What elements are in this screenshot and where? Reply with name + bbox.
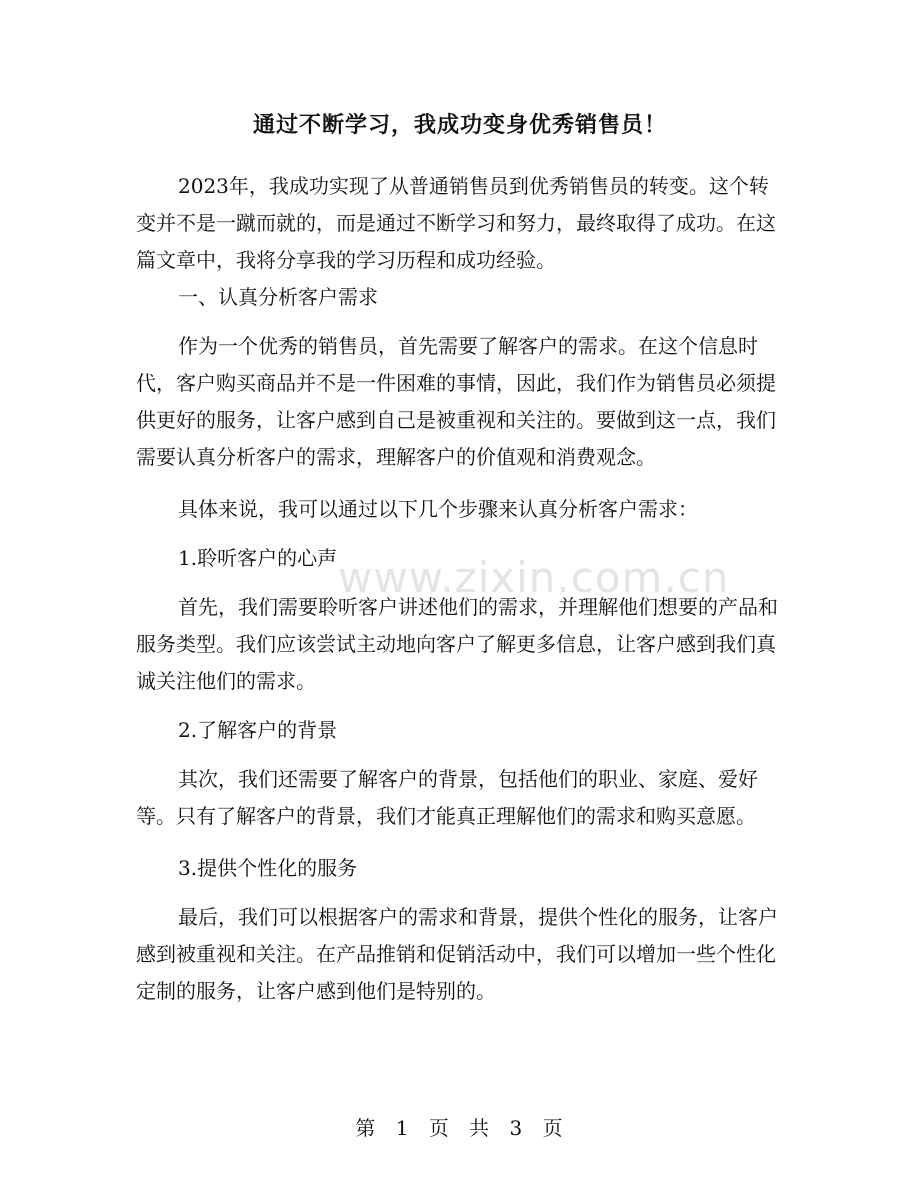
page-footer: 第 1 页 共 3 页	[355, 1116, 565, 1140]
paragraph-step-1: 首先，我们需要聆听客户讲述他们的需求，并理解他们想要的产品和服务类型。我们应该尝试主动地向客户了解更多信息，让客户感到我们真诚关注他们的需求。	[136, 595, 778, 693]
paragraph-step-3: 最后，我们可以根据客户的需求和背景，提供个性化的服务，让客户感到被重视和关注。在产品推销和促销活动中，我们可以增加一些个性化定制的服务，让客户感到他们是特别的。	[136, 905, 778, 1003]
step-heading-3: 3.提供个性化的服务	[178, 856, 358, 880]
document-title: 通过不断学习，我成功变身优秀销售员！	[252, 113, 667, 138]
paragraph-step-2: 其次，我们还需要了解客户的背景，包括他们的职业、家庭、爱好等。只有了解客户的背景，我们才能真正理解他们的需求和购买意愿。	[136, 767, 758, 828]
paragraph-section-1: 作为一个优秀的销售员，首先需要了解客户的需求。在这个信息时代，客户购买商品并不是一件困难的事情，因此，我们作为销售员必须提供更好的服务，让客户感到自己是被重视和关注的。要做到这一点，我们需要认真分析客户的需求，理解客户的价值观和消费观念。	[136, 334, 776, 469]
paragraph-intro: 2023年，我成功实现了从普通销售员到优秀销售员的转变。这个转变并不是一蹴而就的，而是通过不断学习和努力，最终取得了成功。在这篇文章中，我将分享我的学习历程和成功经验。	[136, 174, 776, 272]
step-heading-1: 1.聆听客户的心声	[178, 546, 338, 570]
section-heading-1: 一、认真分析客户需求	[178, 285, 378, 309]
document-body	[136, 168, 786, 1010]
paragraph-steps-intro: 具体来说，我可以通过以下几个步骤来认真分析客户需求：	[178, 497, 698, 521]
step-heading-2: 2.了解客户的背景	[178, 718, 338, 742]
watermark: www.zixin.com.cn	[338, 553, 730, 602]
